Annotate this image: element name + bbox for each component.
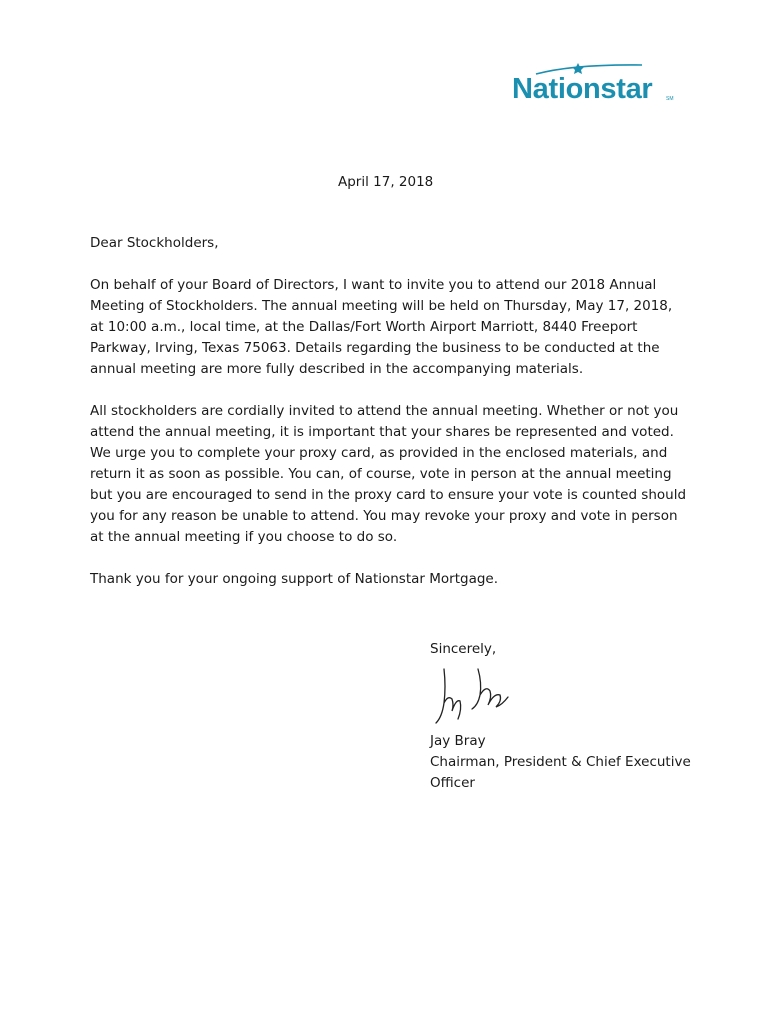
letter-body (90, 233, 690, 611)
closing: Sincerely, (430, 641, 497, 657)
service-mark: SM (666, 96, 674, 102)
paragraph-thanks: Thank you for your ongoing support of Nationstar Mortgage. (90, 571, 499, 587)
logo-wordmark: Nationstar (512, 73, 653, 105)
letter-date: April 17, 2018 (338, 174, 434, 190)
signer-name: Jay Bray (430, 733, 486, 749)
signature-block (430, 639, 692, 794)
nationstar-logo (508, 62, 688, 112)
signer-title: Chairman, President & Chief Executive Officer (430, 754, 691, 791)
paragraph-voting: All stockholders are cordially invited to attend the annual meeting. Whether or not you attend the annual meeting, it is important that your shares be represented and voted. We urge you to complete your proxy card, as provided in the enclosed materials, and return it as soon as possible. You can, of course, vote in person at the annual meeting but you are encouraged to send in the proxy card to ensure your vote is counted should you for any reason be unable to attend. You may revoke your proxy and vote in person at the annual meeting if you choose to do so. (90, 403, 687, 545)
paragraph-invitation: On behalf of your Board of Directors, I want to invite you to attend our 2018 Annual Meeting of Stockholders. The annual meeting will be held on Thursday, May 17, 2018, at 10:00 a.m., local time, at the Dallas/Fort Worth Airport Marriott, 8440 Freeport Parkway, Irving, Texas 75063. Details regarding the business to be conducted at the annual meeting are more fully described in the accompanying materials. (90, 277, 673, 377)
handwritten-signature (430, 665, 520, 727)
salutation: Dear Stockholders, (90, 235, 219, 251)
